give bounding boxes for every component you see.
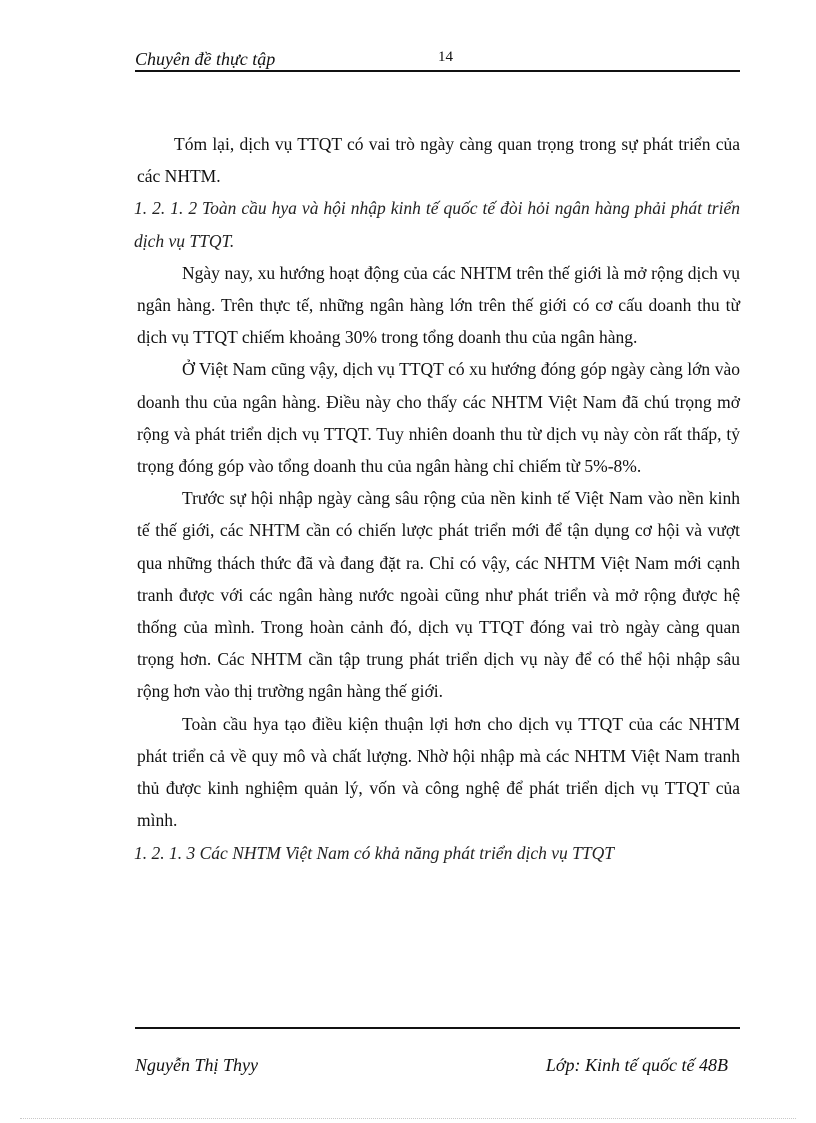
- page-edge-divider: [20, 1118, 796, 1119]
- page-footer: [135, 1027, 740, 1075]
- page-header: [135, 46, 740, 72]
- section-heading-1-2-1-2: 1. 2. 1. 2 Toàn cầu hya và hội nhập kinh tế quốc tế đòi hỏi ngân hàng phải phát triển dịch vụ TTQT.: [134, 198, 740, 251]
- section-heading-1-2-1-3: 1. 2. 1. 3 Các NHTM Việt Nam có khả năng phát triển dịch vụ TTQT: [134, 843, 614, 864]
- paragraph-vietnam: Ở Việt Nam cũng vậy, dịch vụ TTQT có xu hướng đóng góp ngày càng lớn vào doanh thu của ngân hàng. Điều này cho thấy các NHTM Việt Nam đã chú trọng mở rộng và phát triển dịch vụ TTQT. Tuy nhiên doanh thu từ dịch vụ này còn rất thấp, tỷ trọng đóng góp vào tổng doanh thu của ngân hàng chỉ chiếm từ 5%-8%.: [137, 359, 740, 477]
- page-number: 14: [438, 49, 453, 65]
- footer-author: Nguyễn Thị Thyy: [135, 1055, 258, 1075]
- document-body: [134, 128, 740, 870]
- header-title: Chuyên đề thực tập: [135, 49, 276, 69]
- paragraph-summary: Tóm lại, dịch vụ TTQT có vai trò ngày càng quan trọng trong sự phát triển của các NHTM.: [137, 134, 740, 187]
- paragraph-global-trend: Ngày nay, xu hướng hoạt động của các NHTM trên thế giới là mở rộng dịch vụ ngân hàng. Trên thực tế, những ngân hàng lớn trên thế giới có cơ cấu doanh thu từ dịch vụ TTQT chiếm khoảng 30% trong tổng doanh thu của ngân hàng.: [137, 262, 740, 348]
- footer-class: Lớp: Kinh tế quốc tế 48B: [545, 1055, 728, 1075]
- paragraph-globalization: Toàn cầu hya tạo điều kiện thuận lợi hơn cho dịch vụ TTQT của các NHTM phát triển cả về quy mô và chất lượng. Nhờ hội nhập mà các NHTM Việt Nam tranh thủ được kinh nghiệm quản lý, vốn và công nghệ để phát triển dịch vụ TTQT của mình.: [137, 713, 740, 831]
- paragraph-integration: Trước sự hội nhập ngày càng sâu rộng của nền kinh tế Việt Nam vào nền kinh tế thế giới, các NHTM cần có chiến lược phát triển mới để tận dụng cơ hội và vượt qua những thách thức đã và đang đặt ra. Chỉ có vậy, các NHTM Việt Nam mới cạnh tranh được với các ngân hàng nước ngoài cũng như phát triển và mở rộng được hệ thống của mình. Trong hoàn cảnh đó, dịch vụ TTQT đóng vai trò ngày càng quan trọng hơn. Các NHTM cần tập trung phát triển dịch vụ này để có thể hội nhập sâu rộng hơn vào thị trường ngân hàng thế giới.: [137, 488, 740, 702]
